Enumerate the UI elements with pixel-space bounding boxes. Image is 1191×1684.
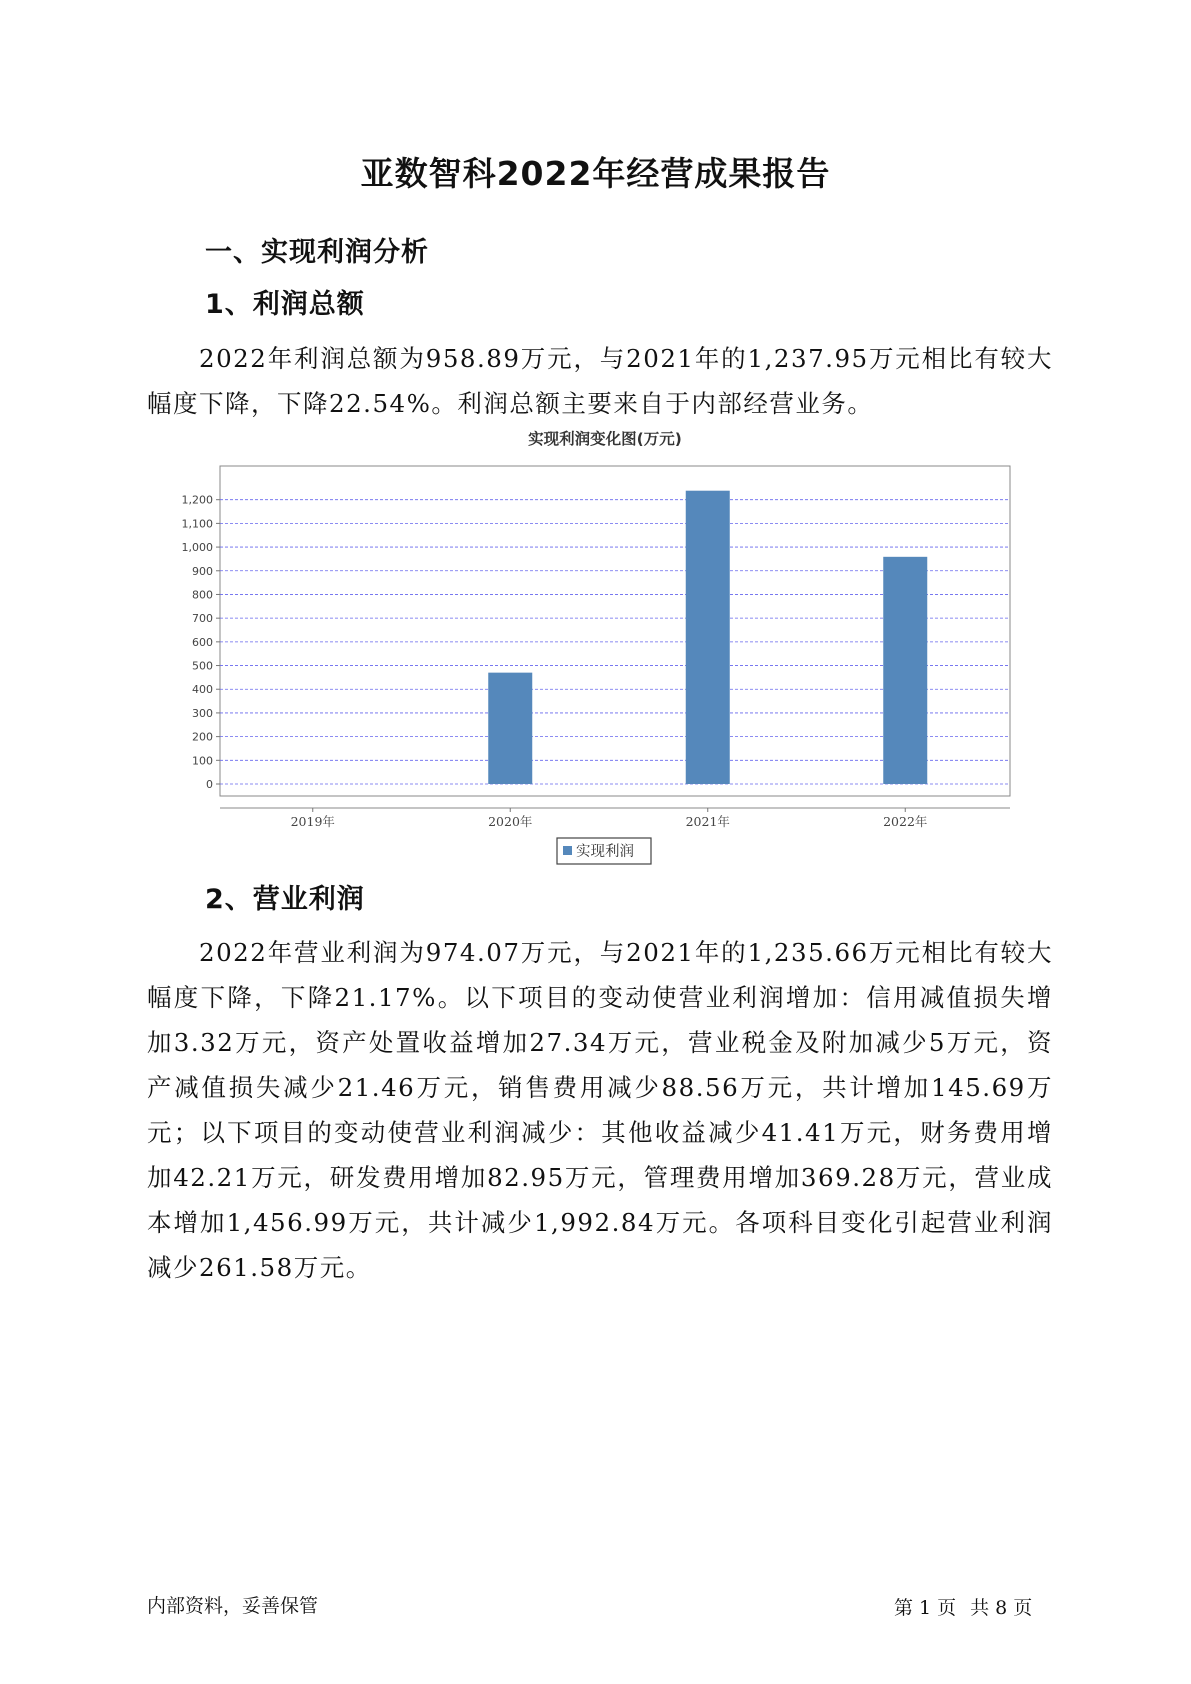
bar-2022年 [883,557,927,784]
y-tick-label: 900 [192,564,213,578]
x-tick-label: 2019年 [290,814,335,829]
subsection-heading-operating-profit: 2、营业利润 [205,884,365,915]
page-label-end: 页 [1013,1597,1033,1619]
footer-page-number [894,1593,1038,1620]
x-tick-label: 2020年 [488,814,533,829]
y-tick-label: 200 [192,730,213,744]
y-tick-label: 1,100 [181,517,213,531]
x-tick-label: 2022年 [883,814,928,829]
bar-2020年 [488,673,532,784]
y-tick-label: 600 [192,635,213,649]
legend-label: 实现利润 [576,844,634,860]
section-heading-profit-analysis: 一、实现利润分析 [205,237,429,268]
operating-profit-paragraph: 2022年营业利润为974.07万元，与2021年的1,235.66万元相比有较大幅度下降，下降21.17%。以下项目的变动使营业利润增加：信用减值损失增加3.32万元，资产处置收益增加27.34万元，营业税金及附加减少5万元，资产减值损失减少21.46万元，销售费用减少88.56万元，共计增加145.69万元；以下项目的变动使营业利润减少：其他收益减少41.41万元，财务费用增加42.21万元，研发费用增加82.95万元，管理费用增加369.28万元，营业成本增加1,456.99万元，共计减少1,992.84万元。各项科目变化引起营业利润减少261.58万元。 [147,938,1053,1282]
y-tick-label: 100 [192,754,213,768]
y-tick-label: 400 [192,683,213,697]
y-tick-label: 300 [192,706,213,720]
y-tick-label: 1,200 [181,493,213,507]
bar-2021年 [686,491,730,784]
subsection-heading-total-profit: 1、利润总额 [205,289,365,320]
y-tick-label: 1,000 [181,541,213,555]
y-tick-label: 800 [192,588,213,602]
y-tick-label: 500 [192,659,213,673]
page-total: 8 [995,1597,1008,1619]
total-profit-paragraph: 2022年利润总额为958.89万元，与2021年的1,237.95万元相比有较大幅度下降，下降22.54%。利润总额主要来自于内部经营业务。 [147,344,1053,418]
footer-confidential-note: 内部资料，妥善保管 [147,1595,319,1617]
x-tick-label: 2021年 [685,814,730,829]
chart-title: 实现利润变化图(万元) [528,430,682,448]
profit-bar-chart [150,430,1050,912]
y-tick-label: 700 [192,612,213,626]
document-title: 亚数智科2022年经营成果报告 [360,154,831,193]
y-tick-label: 0 [206,778,213,791]
page-total-prefix: 共 [970,1597,990,1619]
page-label-mid: 页 [937,1597,957,1619]
legend-swatch [563,846,572,855]
page-label-prefix: 第 [894,1597,914,1619]
page-current: 1 [919,1597,932,1619]
